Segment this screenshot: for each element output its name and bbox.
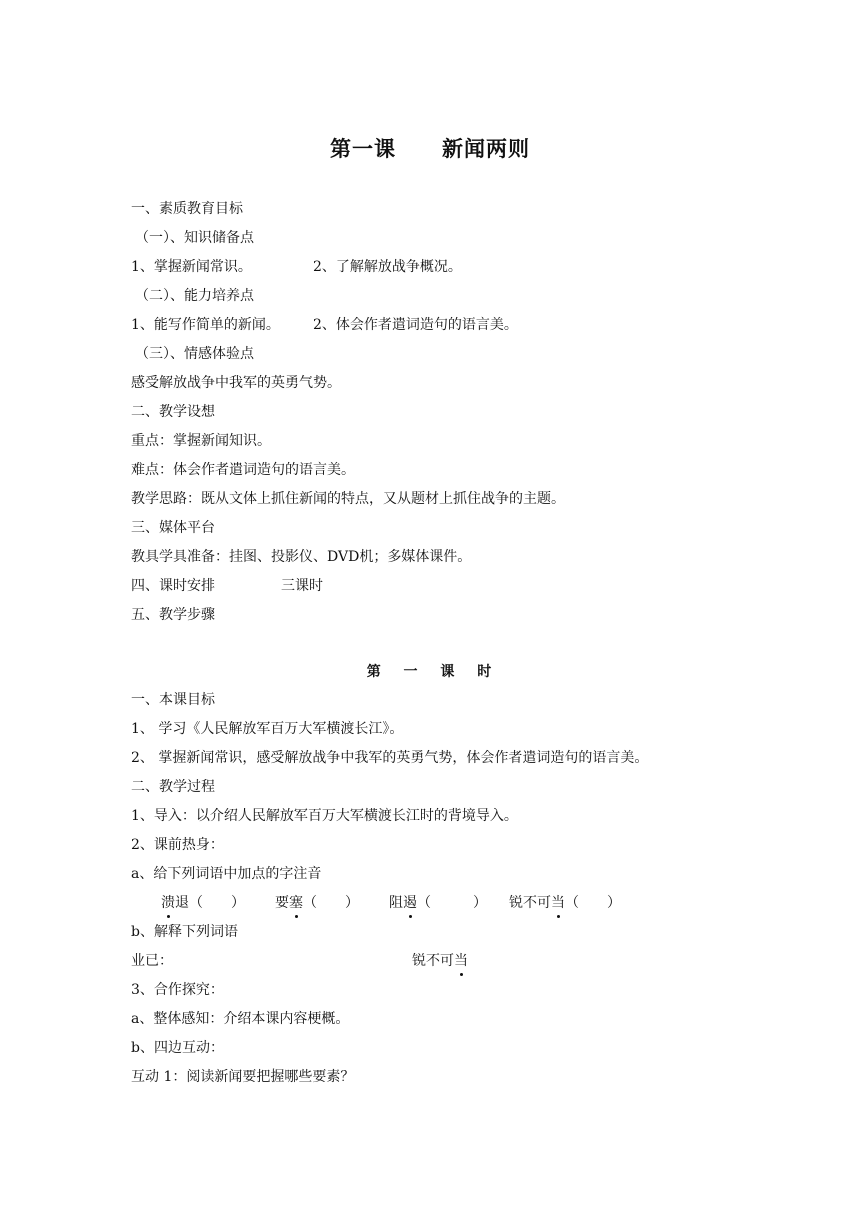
title-lesson: 第一课: [330, 137, 396, 161]
heading-knowledge: （一）、知识储备点: [135, 230, 254, 246]
heading-ability: （二）、能力培养点: [135, 288, 254, 304]
difficult-point: 难点：体会作者遣词造句的语言美。: [131, 462, 355, 478]
lesson-goal-1: 1、 学习《人民解放军百万大军横渡长江》。: [131, 721, 404, 737]
exercise-explain-instruction: b、解释下列词语: [131, 924, 238, 940]
dotted-char: 遏: [403, 895, 417, 911]
dotted-char: 溃: [161, 895, 175, 911]
dotted-char: 当: [454, 953, 468, 969]
title-topic: 新闻两则: [442, 137, 530, 161]
schedule-value: 三课时: [281, 578, 323, 594]
pinyin-word-3: 阻遏（ ）: [389, 895, 487, 911]
emotion-text: 感受解放战争中我军的英勇气势。: [131, 375, 341, 391]
heading-steps: 五、教学步骤: [131, 607, 215, 623]
ability-item-1: 1、能写作简单的新闻。: [131, 317, 280, 333]
knowledge-item-1: 1、掌握新闻常识。: [131, 259, 252, 275]
interaction-heading: b、四边互动：: [131, 1040, 224, 1056]
heading-emotion: （三）、情感体验点: [135, 346, 254, 362]
teaching-approach: 教学思路：既从文体上抓住新闻的特点，又从题材上抓住战争的主题。: [131, 491, 565, 507]
explain-row: [131, 951, 468, 971]
knowledge-item-2: 2、了解解放战争概况。: [313, 259, 462, 275]
exercise-pinyin-instruction: a、给下列词语中加点的字注音: [131, 866, 322, 882]
page-title: [0, 133, 860, 163]
pinyin-word-2: 要塞（ ）: [275, 895, 359, 911]
dotted-char: 塞: [289, 895, 303, 911]
pinyin-word-4: 锐不可当（ ）: [509, 895, 621, 911]
explain-word-2: 锐不可当: [412, 953, 468, 969]
dotted-char: 当: [551, 895, 565, 911]
heading-teaching-design: 二、教学设想: [131, 404, 215, 420]
lesson-goal-2: 2、 掌握新闻常识，感受解放战争中我军的英勇气势，体会作者遣词造句的语言美。: [131, 750, 649, 766]
section-title: 第 一 课 时: [366, 664, 494, 680]
process-intro: 1、导入：以介绍人民解放军百万大军横渡长江时的背境导入。: [131, 808, 518, 824]
pinyin-word-1: 溃退（ ）: [161, 895, 245, 911]
key-point: 重点：掌握新闻知识。: [131, 433, 271, 449]
knowledge-row: [131, 257, 462, 277]
process-warmup: 2、课前热身：: [131, 837, 224, 853]
ability-item-2: 2、体会作者遣词造句的语言美。: [313, 317, 518, 333]
heading-process: 二、教学过程: [131, 779, 215, 795]
heading-lesson-goals: 一、本课目标: [131, 692, 215, 708]
heading-media: 三、媒体平台: [131, 520, 215, 536]
schedule-row: [131, 576, 323, 596]
overall-perception: a、整体感知：介绍本课内容梗概。: [131, 1011, 350, 1027]
teaching-aids: 教具学具准备：挂图、投影仪、DVD机；多媒体课件。: [131, 549, 472, 565]
interaction-1: 互动 1：阅读新闻要把握哪些要素？: [131, 1069, 355, 1085]
heading-quality-goals: 一、素质教育目标: [131, 201, 243, 217]
heading-cooperation: 3、合作探究：: [131, 982, 224, 998]
schedule-label: 四、课时安排: [131, 578, 215, 594]
ability-row: [131, 315, 518, 335]
explain-word-1: 业已：: [131, 953, 173, 969]
